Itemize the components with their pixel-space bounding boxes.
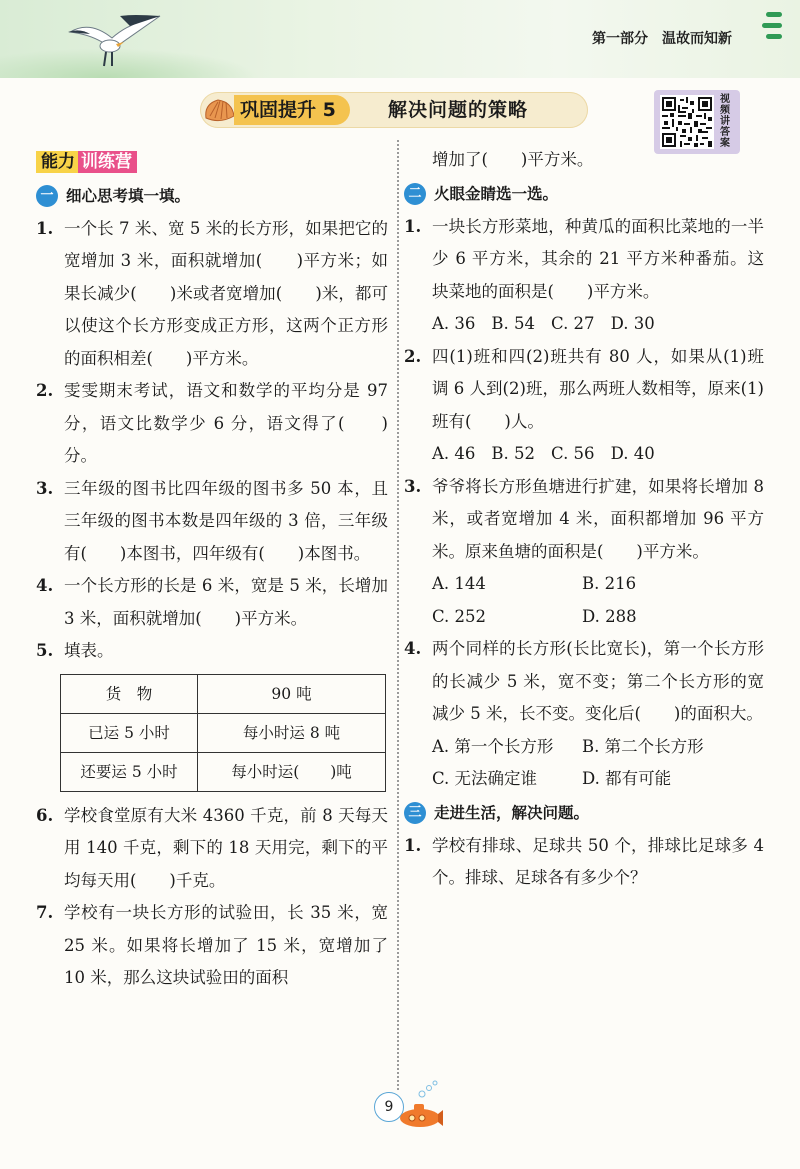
ability-tag-part2: 训练营 [78,151,137,173]
question-number: 2. [36,381,54,400]
table-cell: 还要运 5 小时 [61,752,198,791]
section-title: 细心思考填一填。 [66,186,191,205]
table-cell: 每小时运 8 吨 [198,713,386,752]
question-number: 7. [36,903,54,922]
part-theme: 温故而知新 [662,31,732,47]
answer-options [404,731,764,796]
answer-option[interactable]: D. 都有可能 [582,769,672,788]
answer-option[interactable]: C. 56 [551,444,595,463]
question-item [36,635,388,668]
question-item [36,473,388,571]
question-text: 两个同样的长方形(长比宽长)，第一个长方形的长减少 5 米，宽不变；第二个长方形的宽减少 5 米，长不变。变化后( )的面积大。 [432,639,764,723]
table-row [61,674,386,713]
bubbles-decoration [416,1080,446,1100]
question-text: 四(1)班和四(2)班共有 80 人，如果从(1)班调 6 人到(2)班，那么两班人数相等，原来(1)班有( )人。 [432,346,764,431]
section-number-badge: 二 [404,183,426,205]
question-text: 一个长 7 米、宽 5 米的长方形，如果把它的宽增加 3 米，面积就增加( )平方米；如果长减少( )米或者宽增加( )米，都可以使这个长方形变成正方形，这两个正方形的面积相差( )平方米。 [64,218,388,368]
ability-training-tag [36,150,137,174]
left-column [36,144,388,995]
question-text: 学校有排球、足球共 50 个，排球比足球多 4 个。排球、足球各有多少个？ [432,835,764,887]
question-item [36,897,388,995]
table-cell: 货 物 [61,674,198,713]
question-text: 雯雯期末考试，语文和数学的平均分是 97 分，语文比数学少 6 分，语文得了( )分。 [64,381,388,465]
section-title: 走进生活，解决问题。 [434,803,590,822]
answer-option[interactable]: D. 30 [610,314,655,333]
answer-option[interactable]: D. 288 [582,606,637,626]
answer-option[interactable]: D. 40 [610,444,655,463]
question-item [36,213,388,376]
lesson-topic: 解决问题的策略 [388,99,529,121]
answer-option[interactable]: C. 27 [551,314,595,333]
question-item [36,570,388,635]
qr-caption: 视频讲答案 [720,94,730,149]
question-continuation [404,144,764,177]
page-number: 9 [374,1092,404,1122]
question-text: 填表。 [64,641,114,660]
fill-table [60,674,386,792]
lesson-number: 巩固提升 5 [234,95,350,125]
section-heading-1 [36,179,388,213]
section-heading-3 [404,796,764,830]
question-number: 2. [404,346,422,366]
question-number: 4. [404,639,422,658]
answer-options [404,308,764,341]
answer-option[interactable]: A. 46 [432,444,476,463]
part-label [592,28,732,48]
part-name: 第一部分 [592,31,648,47]
section-number-badge: 一 [36,185,58,207]
question-text: 增加了( )平方米。 [432,150,594,169]
answer-option[interactable]: B. 52 [491,444,536,463]
question-number: 5. [36,641,54,660]
table-cell: 90 吨 [198,674,386,713]
question-number: 6. [36,805,54,825]
answer-option[interactable]: A. 144 [432,574,486,593]
question-number: 1. [404,216,422,236]
question-text: 爷爷将长方形鱼塘进行扩建，如果将长增加 8 米，或者宽增加 4 米，面积都增加 96 平方米。原来鱼塘的面积是( )平方米。 [432,476,764,561]
right-column [404,144,764,895]
question-text: 三年级的图书比四年级的图书多 50 本，且三年级的图书本数是四年级的 3 倍，三年级有( )本图书，四年级有( )本图书。 [64,478,388,563]
question-text: 学校有一块长方形的试验田，长 35 米，宽 25 米。如果将长增加了 15 米，宽增加了 10 米，那么这块试验田的面积 [64,903,388,987]
section-heading-2 [404,177,764,211]
answer-option[interactable]: B. 54 [491,314,536,333]
corner-decoration [762,12,782,56]
ability-tag-part1: 能力 [36,151,78,173]
answer-option[interactable]: A. 36 [432,314,476,333]
question-item [404,211,764,309]
question-number: 1. [404,835,422,855]
column-divider [397,140,399,1090]
question-number: 1. [36,218,54,238]
answer-option[interactable]: C. 无法确定谁 [432,769,538,788]
question-item [36,800,388,898]
answer-options [404,568,764,633]
question-item [404,341,764,439]
section-number-badge: 三 [404,802,426,824]
question-text: 学校食堂原有大米 4360 千克，前 8 天每天用 140 千克，剩下的 18 天用完，剩下的平均每天用( )千克。 [64,805,388,890]
question-item [404,471,764,569]
seagull-illustration [60,12,170,72]
answer-option[interactable]: B. 216 [582,574,637,593]
table-cell: 已运 5 小时 [61,713,198,752]
lesson-banner [200,92,588,128]
qr-code-icon[interactable] [660,95,714,149]
table-row [61,713,386,752]
question-text: 一个长方形的长是 6 米，宽是 5 米，长增加 3 米，面积就增加( )平方米。 [64,576,388,628]
question-item [404,830,764,895]
question-number: 3. [36,478,54,498]
answer-option[interactable]: A. 第一个长方形 [432,736,554,756]
question-text: 一块长方形菜地，种黄瓜的面积比菜地的一半少 6 平方米，其余的 21 平方米种番茄。这块菜地的面积是( )平方米。 [432,216,764,301]
shell-icon [202,96,236,124]
table-cell: 每小时运( )吨 [198,752,386,791]
answer-options [404,438,764,471]
question-item [36,375,388,473]
answer-option[interactable]: C. 252 [432,606,487,626]
answer-option[interactable]: B. 第二个长方形 [582,736,704,756]
submarine-icon [398,1098,444,1128]
table-row [61,752,386,791]
question-number: 3. [404,476,422,496]
section-title: 火眼金睛选一选。 [434,184,559,203]
question-number: 4. [36,576,54,595]
question-item [404,633,764,731]
